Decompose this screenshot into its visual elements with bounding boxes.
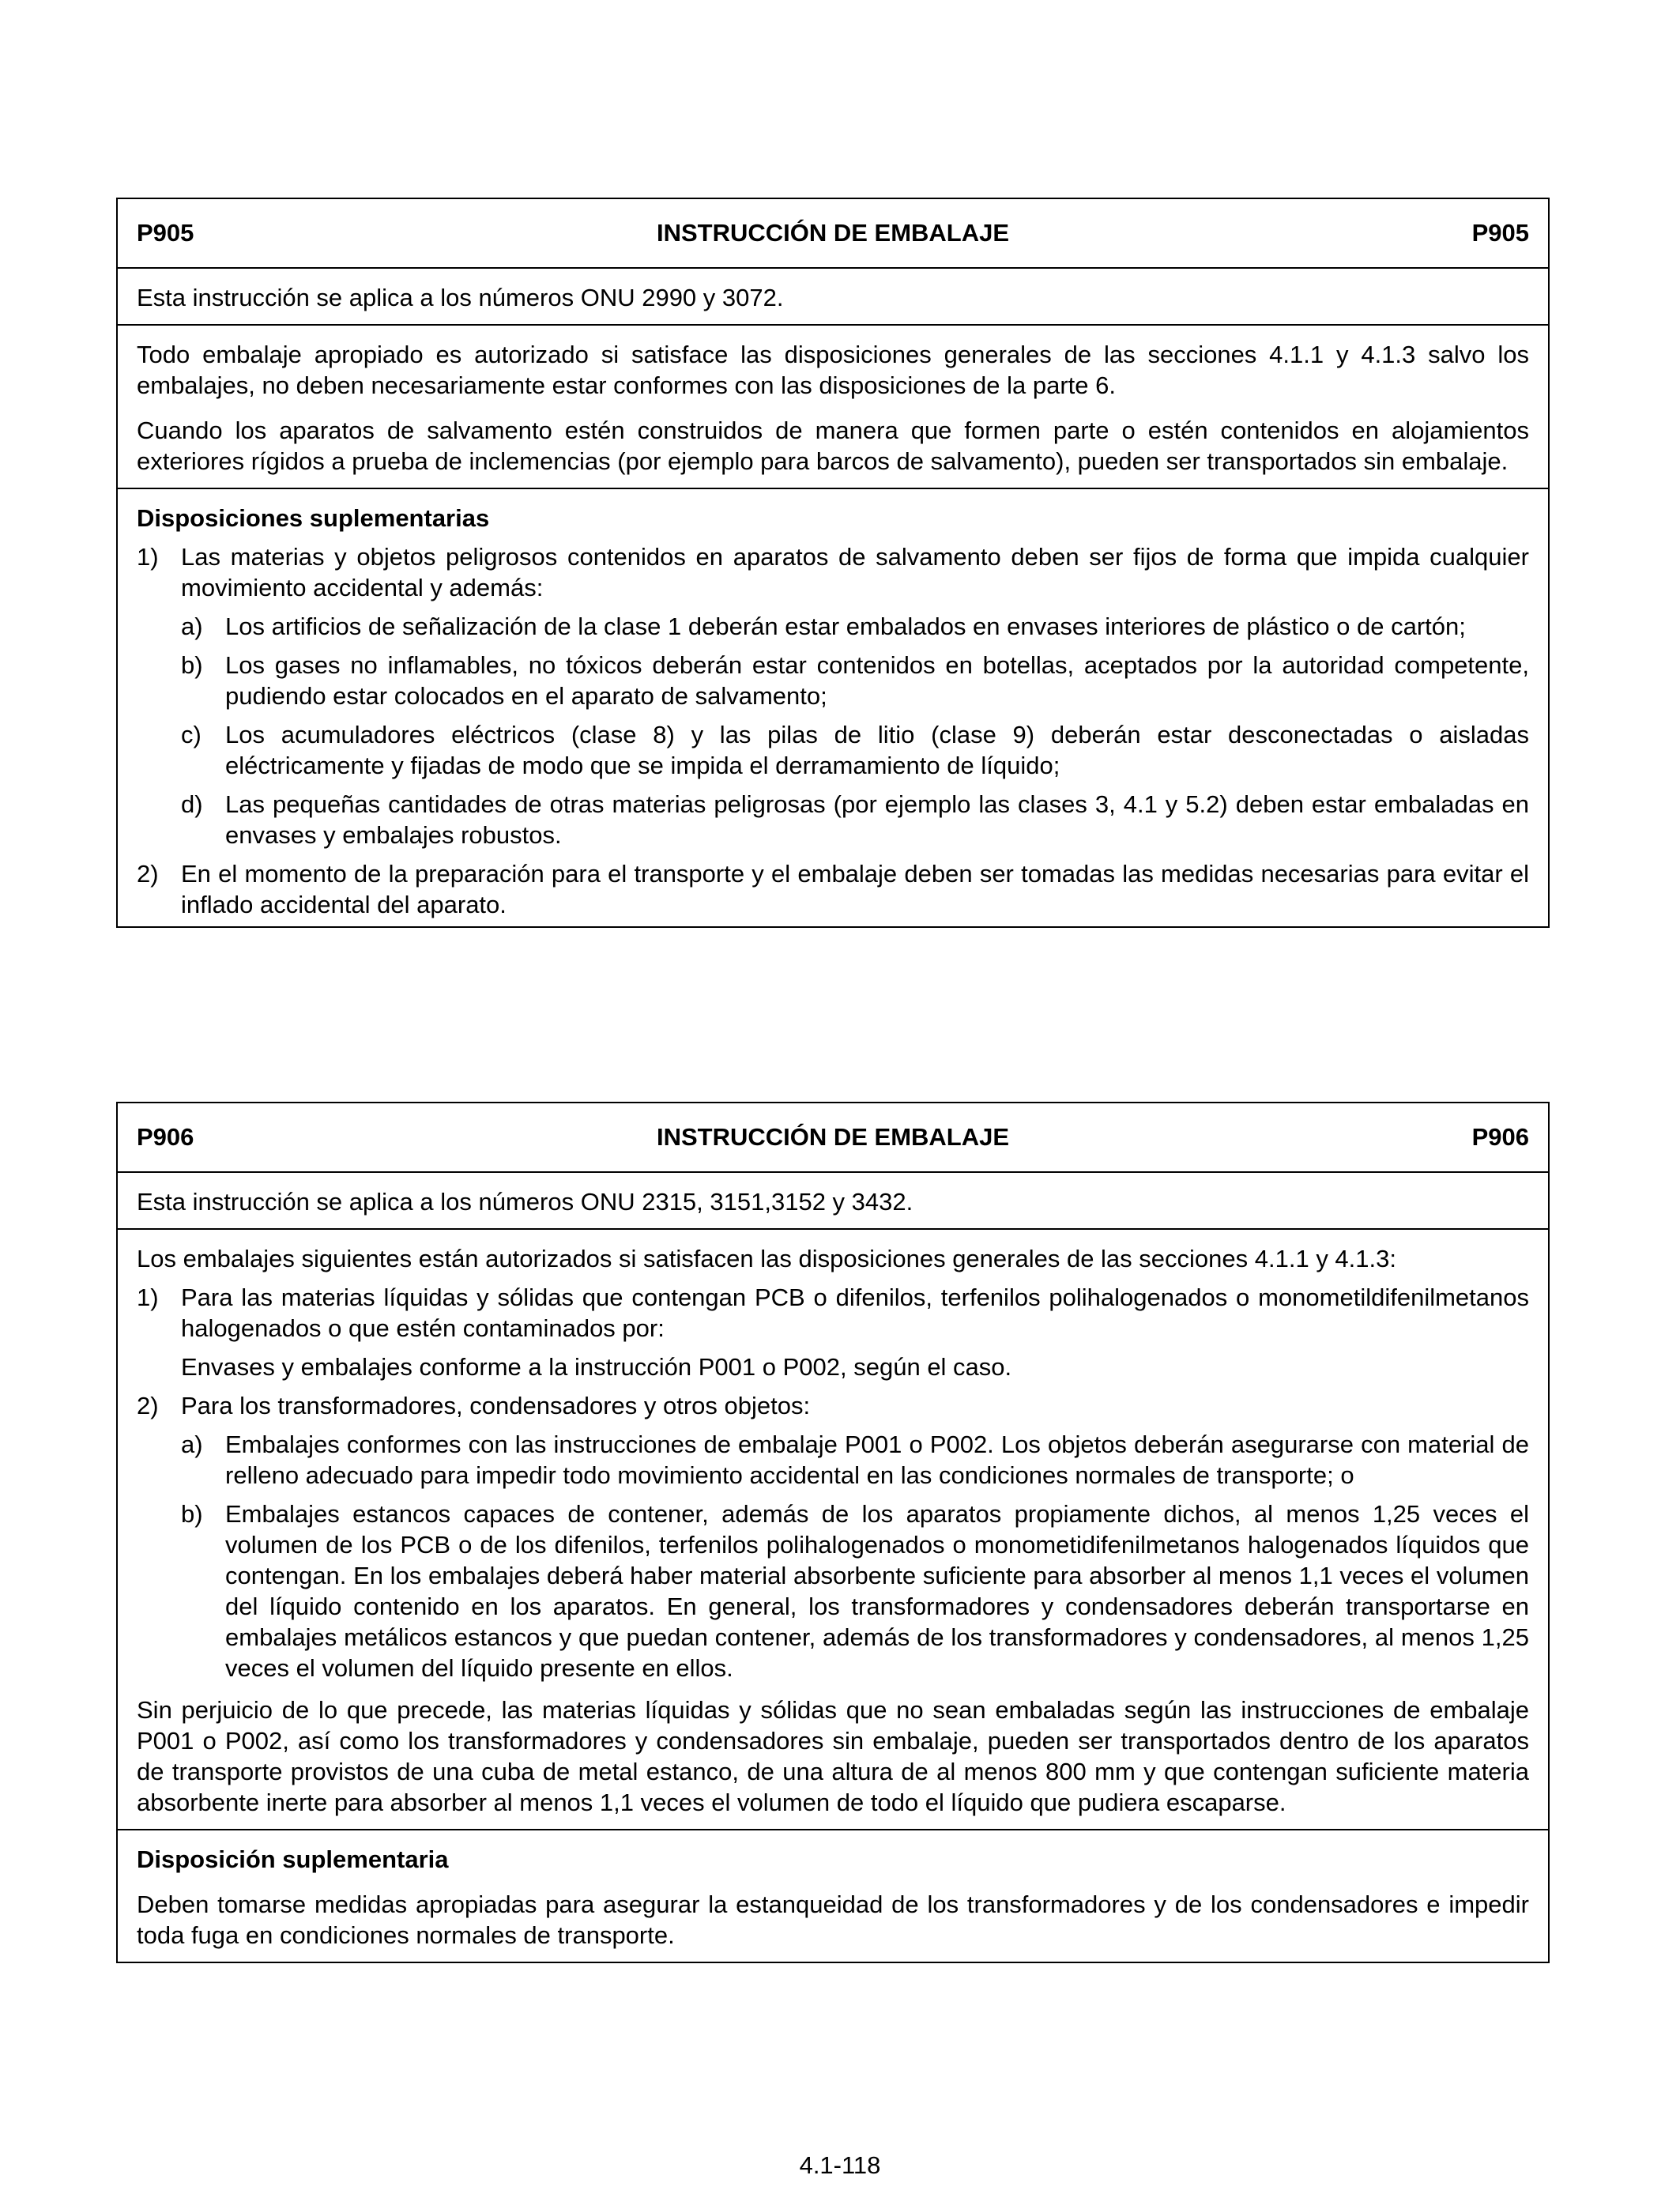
p905-subitem-b: b) Los gases no inflamables, no tóxicos deberán estar contenidos en botellas, aceptados por la autoridad competente, pudiendo estar colocados en el aparato de salvamento; [181,651,1529,710]
p905-general-cell [118,324,1548,488]
packing-instruction-p906 [116,1102,1550,1963]
p905-subitem-c: c) Los acumuladores eléctricos (clase 8) y las pilas de litio (clase 9) deberán estar desconectadas o aisladas eléctricamente y fijadas de modo que se impida el derramamiento de líquido; [181,721,1529,779]
p905-title: INSTRUCCIÓN DE EMBALAJE [656,219,1010,247]
p906-supp-title: Disposición suplementaria [137,1845,449,1873]
p906-applies: Esta instrucción se aplica a los números ONU 2315, 3151,3152 y 3432. [137,1188,913,1216]
p905-supplementary-cell [118,488,1548,926]
p905-header [118,199,1548,267]
p905-code-left: P905 [137,219,194,247]
p905-supp-title: Disposiciones suplementarias [137,504,490,532]
p905-para1: Todo embalaje apropiado es autorizado si satisface las disposiciones generales de las secciones 4.1.1 y 4.1.3 salvo los embalajes, no deben necesariamente estar conformes con las disposiciones de la parte 6. [137,341,1529,399]
p906-title: INSTRUCCIÓN DE EMBALAJE [656,1123,1010,1151]
p905-code-right: P905 [1471,219,1529,247]
p906-header [118,1103,1548,1171]
p905-applies-cell [118,267,1548,324]
p905-item-1: 1) Las materias y objetos peligrosos contenidos en aparatos de salvamento deben ser fijos de forma que impida cualquier movimiento accidental y además: [137,543,1529,601]
page-number: 4.1-118 [799,2151,881,2179]
p905-item-2: 2) En el momento de la preparación para el transporte y el embalaje deben ser tomadas las medidas necesarias para evitar el inflado accidental del aparato. [137,860,1529,918]
p906-item-1: 1) Para las materias líquidas y sólidas que contengan PCB o difenilos, terfenilos polihalogenados o monometildifenilmetanos halogenados o que estén contaminados por: [137,1284,1529,1342]
p906-intro: Los embalajes siguientes están autorizados si satisfacen las disposiciones generales de las secciones 4.1.1 y 4.1.3: [137,1245,1396,1272]
p905-para2: Cuando los aparatos de salvamento estén construidos de manera que formen parte o estén contenidos en alojamientos exteriores rígidos a prueba de inclemencias (por ejemplo para barcos de salvamento), pueden ser transportados sin embalaje. [137,417,1529,475]
p905-applies: Esta instrucción se aplica a los números ONU 2990 y 3072. [137,284,784,311]
packing-instruction-p905 [116,198,1550,928]
p906-item-1-detail: Envases y embalajes conforme a la instrucción P001 o P002, según el caso. [181,1353,1012,1381]
p906-code-left: P906 [137,1123,194,1151]
p906-supplementary-cell [118,1829,1548,1962]
p905-subitem-a: a) Los artificios de señalización de la clase 1 deberán estar embalados en envases interiores de plástico o de cartón; [181,613,1466,640]
p906-subitem-b: b) Embalajes estancos capaces de contener, además de los aparatos propiamente dichos, al menos 1,25 veces el volumen de los PCB o de los difenilos, terfenilos polihalogenados o monometidifenilmetanos halogenados líquidos que contengan. En los embalajes deberá haber material absorbente suficiente para absorber al menos 1,1 veces el volumen del líquido contenido en los aparatos. En general, los transformadores y condensadores deberán transportarse en embalajes metálicos estancos y que puedan contener, además de los transformadores y condensadores, al menos 1,25 veces el volumen del líquido presente en ellos. [181,1500,1529,1682]
p905-subitem-d: d) Las pequeñas cantidades de otras materias peligrosas (por ejemplo las clases 3, 4.1 y 5.2) deben estar embaladas en envases y embalajes robustos. [181,790,1529,849]
p906-closing: Sin perjuicio de lo que precede, las materias líquidas y sólidas que no sean embaladas según las instrucciones de embalaje P001 o P002, así como los transformadores y condensadores sin embalaje, pueden ser transportados dentro de los aparatos de transporte provistos de una cuba de metal estanco, de una altura de al menos 800 mm y que contengan suficiente materia absorbente inerte para absorber al menos 1,1 veces el volumen de todo el líquido que pudiera escaparse. [137,1696,1529,1816]
p906-applies-cell [118,1171,1548,1228]
p906-supp-text: Deben tomarse medidas apropiadas para asegurar la estanqueidad de los transformadores y de los condensadores e impedir toda fuga en condiciones normales de transporte. [137,1891,1529,1949]
p906-general-cell [118,1228,1548,1829]
p906-subitem-a: a) Embalajes conformes con las instrucciones de embalaje P001 o P002. Los objetos deberán asegurarse con material de relleno adecuado para impedir todo movimiento accidental en las condiciones normales de transporte; o [181,1431,1529,1489]
p906-item-2: 2) Para los transformadores, condensadores y otros objetos: [137,1392,811,1419]
p906-code-right: P906 [1471,1123,1529,1151]
